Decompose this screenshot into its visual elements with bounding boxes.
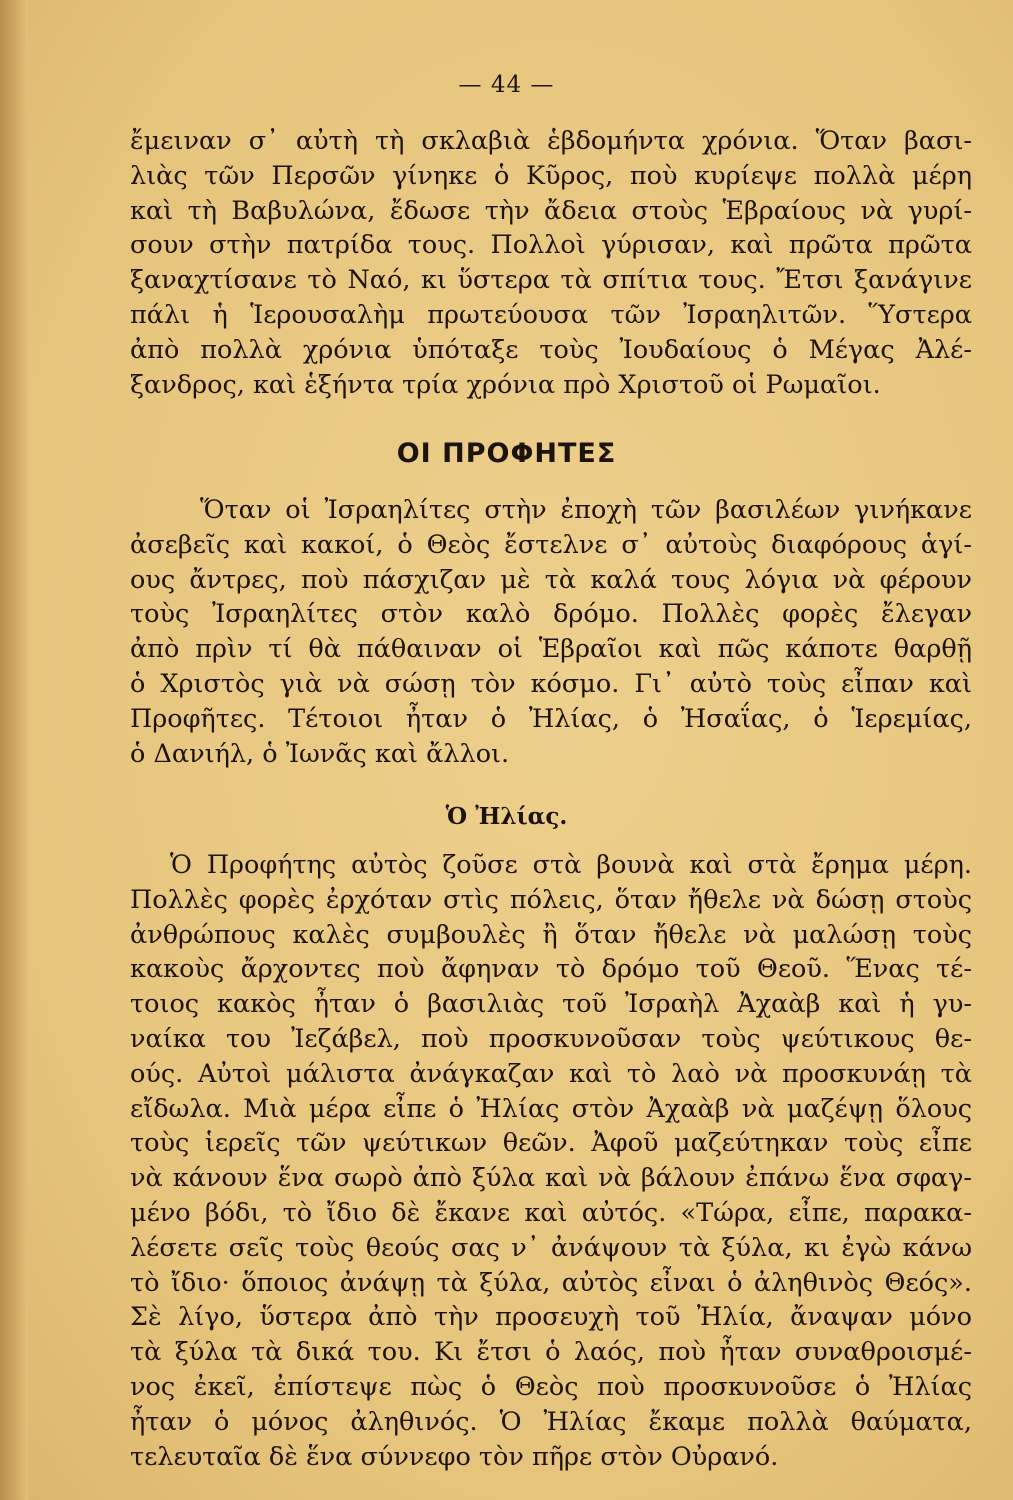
text-line: ους ἄντρες, ποὺ πάσχιζαν μὲ τὰ καλά τους λόγια νὰ φέρουν: [130, 564, 972, 595]
text-line: ἦταν ὁ μόνος ἀληθινός. Ὁ Ἠλίας ἔκαμε πολλὰ θαύματα,: [130, 1406, 972, 1437]
text-line: ἀπὸ πρὶν τί θὰ πάθαιναν οἱ Ἑβραῖοι καὶ πῶς κάποτε θαρθῇ: [130, 634, 972, 665]
text-line: τελευταῖα δὲ ἕνα σύννεφο τὸν πῆρε στὸν Οὐρανό.: [130, 1441, 779, 1472]
text-line: Ὁ Προφήτης αὐτὸς ζοῦσε στὰ βουνὰ καὶ στὰ ἔρημα μέρη.: [170, 850, 972, 880]
text-line: ξαναχτίσανε τὸ Ναό, κι ὕστερα τὰ σπίτια τους. Ἔτσι ξανάγινε: [130, 265, 972, 296]
page-spine-shadow: [0, 0, 28, 1500]
text-line: κακοὺς ἄρχοντες ποὺ ἄφηναν τὸ δρόμο τοῦ Θεοῦ. Ἕνας τέ-: [130, 954, 972, 985]
page-number: — 44 —: [458, 72, 555, 98]
text-line: τὰ ξύλα τὰ δικά του. Κι ἔτσι ὁ λαός, ποὺ ἦταν συναθροισμέ-: [130, 1337, 972, 1368]
text-line: Σὲ λίγο, ὕστερα ἀπὸ τὴν προσευχὴ τοῦ Ἠλία, ἄναψαν μόνο: [130, 1302, 972, 1333]
intro-paragraph: [130, 124, 972, 402]
subsection-title: Ὁ Ἠλίας.: [445, 803, 568, 830]
text-line: λιὰς τῶν Περσῶν γίνηκε ὁ Κῦρος, ποὺ κυρίεψε πολλὰ μέρη: [130, 160, 972, 191]
text-line: νὰ κάνουν ἕνα σωρὸ ἀπὸ ξύλα καὶ νὰ βάλουν ἐπάνω ἕνα σφαγ-: [130, 1163, 972, 1194]
text-line: τοὺς ἱερεῖς τῶν ψεύτικων θεῶν. Ἀφοῦ μαζεύτηκαν τοὺς εἶπε: [130, 1128, 972, 1159]
text-line: Ὅταν οἱ Ἰσραηλίτες στὴν ἐποχὴ τῶν βασιλέων γινήκανε: [200, 495, 972, 525]
text-line: Πολλὲς φορὲς ἐρχόταν στὶς πόλεις, ὅταν ἤθελε νὰ δώσῃ στοὺς: [130, 884, 972, 915]
text-line: εἴδωλα. Μιὰ μέρα εἶπε ὁ Ἠλίας στὸν Ἀχαὰβ νὰ μαζέψῃ ὅλους: [130, 1093, 972, 1124]
text-line: λέσετε σεῖς τοὺς θεούς σας ν᾽ ἀνάψουν τὰ ξύλα, κι ἐγὼ κάνω: [130, 1232, 972, 1263]
text-line: τοὺς Ἰσραηλίτες στὸν καλὸ δρόμο. Πολλὲς φορὲς ἔλεγαν: [130, 599, 972, 630]
text-line: τὸ ἴδιο· ὅποιος ἀνάψῃ τὰ ξύλα, αὐτὸς εἶναι ὁ ἀληθινὸς Θεός».: [130, 1267, 972, 1298]
text-line: τοιος κακὸς ἦταν ὁ βασιλιὰς τοῦ Ἰσραὴλ Ἀχαὰβ καὶ ἡ γυ-: [130, 989, 972, 1020]
prophets-paragraph: [130, 493, 972, 771]
text-line: Προφῆτες. Τέτοιοι ἦταν ὁ Ἠλίας, ὁ Ἠσαΐας, ὁ Ἱερεμίας,: [130, 703, 972, 734]
text-line: ξανδρος, καὶ ἑξήντα τρία χρόνια πρὸ Χριστοῦ οἱ Ρωμαῖοι.: [130, 369, 881, 400]
text-line: ἔμειναν σ᾽ αὐτὴ τὴ σκλαβιὰ ἑβδομήντα χρόνια. Ὅταν βασι-: [130, 126, 972, 156]
text-line: ούς. Αὐτοὶ μάλιστα ἀνάγκαζαν καὶ τὸ λαὸ νὰ προσκυνάῃ τὰ: [130, 1058, 972, 1089]
text-line: νος ἐκεῖ, ἐπίστεψε πὼς ὁ Θεὸς ποὺ προσκυνοῦσε ὁ Ἠλίας: [130, 1371, 972, 1402]
text-line: ὁ Χριστὸς γιὰ νὰ σώσῃ τὸν κόσμο. Γι᾽ αὐτὸ τοὺς εἶπαν καὶ: [130, 668, 972, 699]
text-line: σουν στὴν πατρίδα τους. Πολλοὶ γύρισαν, καὶ πρῶτα πρῶτα: [130, 230, 972, 261]
elias-paragraph: [130, 848, 972, 1474]
text-line: ἀσεβεῖς καὶ κακοί, ὁ Θεὸς ἔστελνε σ᾽ αὐτοὺς διαφόρους ἁγί-: [130, 529, 972, 560]
text-line: μένο βόδι, τὸ ἴδιο δὲ ἔκανε καὶ αὐτός. «Τώρα, εἶπε, παρακα-: [130, 1197, 972, 1228]
text-line: ἀνθρώπους καλὲς συμβουλὲς ἢ ὅταν ἤθελε νὰ μαλώσῃ τοὺς: [130, 919, 972, 950]
section-title: ΟΙ ΠΡΟΦΗΤΕΣ: [396, 438, 617, 469]
text-line: ναίκα του Ἰεζάβελ, ποὺ προσκυνοῦσαν τοὺς ψεύτικους θε-: [130, 1023, 972, 1054]
text-line: πάλι ἡ Ἱερουσαλὴμ πρωτεύουσα τῶν Ἰσραηλιτῶν. Ὕστερα: [130, 299, 972, 330]
text-line: ὁ Δανιήλ, ὁ Ἰωνᾶς καὶ ἄλλοι.: [130, 738, 510, 769]
text-line: καὶ τὴ Βαβυλώνα, ἔδωσε τὴν ἄδεια στοὺς Ἑβραίους νὰ γυρί-: [130, 195, 972, 226]
text-line: ἀπὸ πολλὰ χρόνια ὑπόταξε τοὺς Ἰουδαίους ὁ Μέγας Ἀλέ-: [130, 334, 972, 365]
